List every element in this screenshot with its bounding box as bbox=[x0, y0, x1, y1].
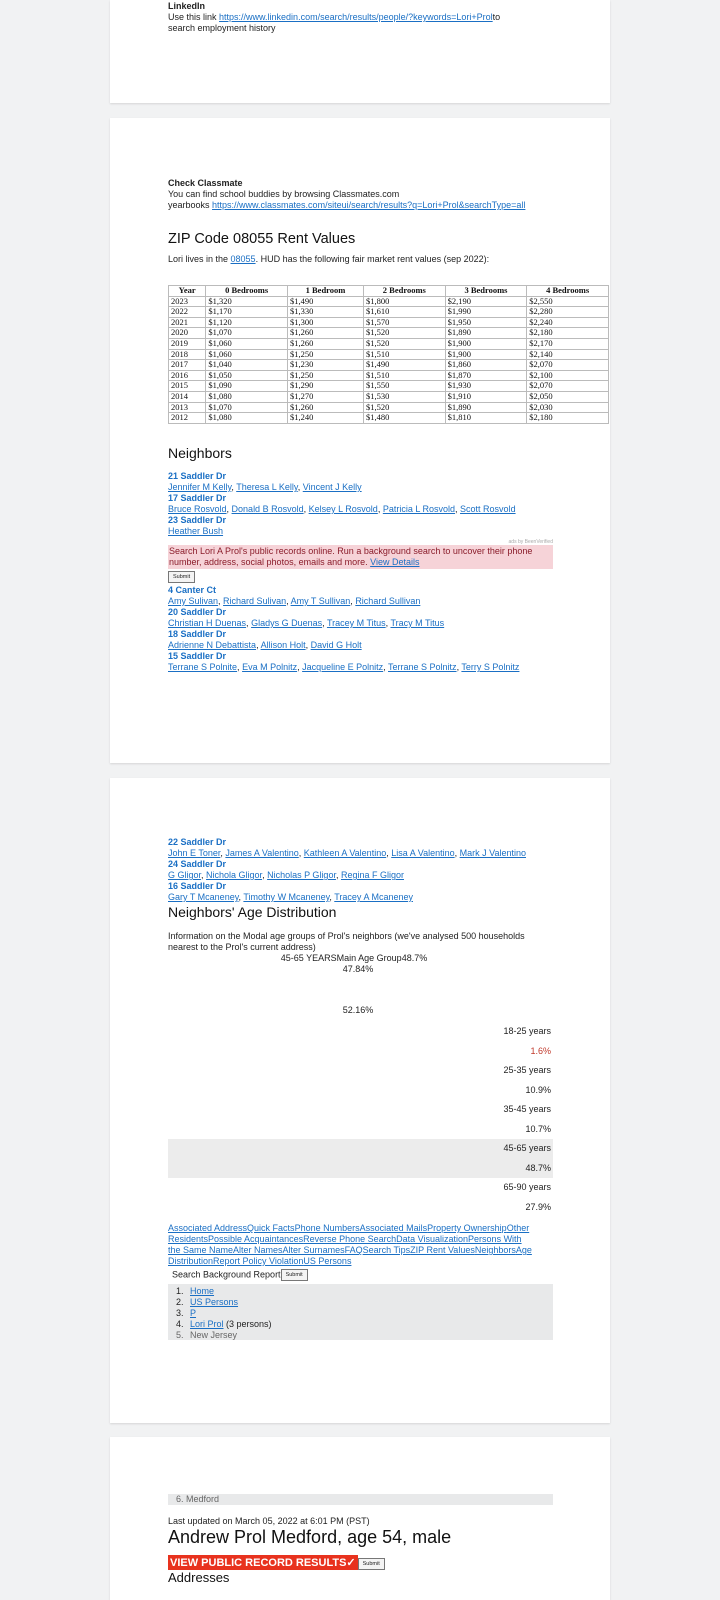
breadcrumb-current: New Jersey bbox=[190, 1330, 238, 1340]
rent-cell: $1,480 bbox=[364, 413, 446, 424]
rent-cell: $1,860 bbox=[445, 360, 527, 371]
section-nav-link[interactable]: ZIP Rent Values bbox=[410, 1245, 475, 1255]
rent-cell: $1,070 bbox=[206, 328, 288, 339]
age-group-label: 18-25 years bbox=[503, 1026, 551, 1036]
rent-cell: 2020 bbox=[169, 328, 206, 339]
breadcrumb-link[interactable]: US Persons bbox=[190, 1297, 239, 1307]
linkedin-link[interactable]: https://www.linkedin.com/search/results/people/?keywords=Lori+Prol bbox=[219, 12, 493, 22]
neighbor-person-link[interactable]: Amy Sulivan bbox=[168, 596, 219, 606]
rent-cell: $1,910 bbox=[445, 391, 527, 402]
addresses-heading: Addresses bbox=[168, 1570, 230, 1585]
rent-cell: $2,180 bbox=[527, 413, 609, 424]
rent-row bbox=[169, 338, 609, 349]
rent-cell: $1,270 bbox=[288, 391, 364, 402]
neighbor-address: 4 Canter Ct bbox=[168, 585, 217, 595]
breadcrumb-num: 5. bbox=[176, 1330, 184, 1340]
rent-cell: $1,570 bbox=[364, 317, 446, 328]
rent-cell: $1,260 bbox=[288, 402, 364, 413]
neighbor-address: 16 Saddler Dr bbox=[168, 881, 227, 891]
neighbor-people: Jennifer M Kelly, Theresa L Kelly, Vincent J Kelly bbox=[168, 482, 362, 492]
neighbor-person-link[interactable]: Eva M Polnitz bbox=[242, 662, 298, 672]
section-nav-link[interactable]: Associated Address bbox=[168, 1223, 248, 1233]
neighbor-person-link[interactable]: Christian H Duenas bbox=[168, 618, 247, 628]
linkedin-text bbox=[168, 12, 553, 23]
neighbor-person-link[interactable]: Richard Sulivan bbox=[223, 596, 287, 606]
rent-cell: $1,490 bbox=[364, 360, 446, 371]
breadcrumb-cont-num: 6. bbox=[176, 1494, 184, 1504]
neighbor-person-link[interactable]: James A Valentino bbox=[225, 848, 299, 858]
rent-row bbox=[169, 370, 609, 381]
section-nav-link[interactable]: Search Tips bbox=[362, 1245, 411, 1255]
view-public-record-button[interactable]: VIEW PUBLIC RECORD RESULTS✓ bbox=[170, 1557, 356, 1569]
breadcrumb-num: 2. bbox=[176, 1297, 184, 1307]
rent-row bbox=[169, 349, 609, 360]
section-nav-link[interactable]: Phone Numbers bbox=[294, 1223, 360, 1233]
breadcrumb-cont bbox=[168, 1494, 553, 1505]
age-group-label: 35-45 years bbox=[503, 1104, 551, 1114]
section-nav-link[interactable]: Alter Names bbox=[233, 1245, 283, 1255]
rent-col-header: 3 Bedrooms bbox=[445, 286, 527, 297]
neighbor-person-link[interactable]: Tracy M Titus bbox=[390, 618, 445, 628]
rent-cell: $1,260 bbox=[288, 328, 364, 339]
rent-cell: 2019 bbox=[169, 338, 206, 349]
rent-cell: $1,060 bbox=[206, 338, 288, 349]
rent-row bbox=[169, 328, 609, 339]
linkedin-text-after: to bbox=[492, 12, 501, 22]
classmate-text-before: yearbooks bbox=[168, 200, 213, 210]
age-main-line: 45-65 YEARSMain Age Group48.7% bbox=[280, 953, 428, 963]
age-group bbox=[168, 1178, 553, 1217]
rent-cell: 2023 bbox=[169, 296, 206, 307]
search-report-label: Search Background Report bbox=[172, 1269, 281, 1280]
rent-cell: $1,040 bbox=[206, 360, 288, 371]
neighbor-address: 22 Saddler Dr bbox=[168, 837, 227, 847]
rent-cell: $1,610 bbox=[364, 307, 446, 318]
neighbor-person-link[interactable]: Timothy W Mcaneney bbox=[243, 892, 330, 902]
neighbor-people: Terrane S Polnite, Eva M Polnitz, Jacqueline E Polnitz, Terrane S Polnitz, Terry S Polnitz bbox=[168, 662, 520, 672]
rent-cell: $2,550 bbox=[527, 296, 609, 307]
rent-cell: $1,810 bbox=[445, 413, 527, 424]
neighbor-person-link[interactable]: Gladys G Duenas bbox=[251, 618, 323, 628]
age-group bbox=[168, 1100, 553, 1139]
age-group-label: 45-65 years bbox=[503, 1143, 551, 1153]
ads-by: ads by BeenVerified bbox=[508, 539, 553, 545]
rent-cell: $1,060 bbox=[206, 349, 288, 360]
rent-cell: $2,240 bbox=[527, 317, 609, 328]
rent-col-header: 4 Bedrooms bbox=[527, 286, 609, 297]
zip-intro-after: . HUD has the following fair market rent values (sep 2022): bbox=[255, 254, 490, 264]
linkedin-card bbox=[110, 0, 610, 103]
classmate-card bbox=[110, 118, 610, 763]
section-nav-link[interactable]: Report Policy Violation bbox=[213, 1256, 304, 1266]
profile-title: Andrew Prol Medford, age 54, male bbox=[168, 1527, 452, 1547]
neighbor-person-link[interactable]: Vincent J Kelly bbox=[302, 482, 362, 492]
neighbor-person-link[interactable]: Donald B Rosvold bbox=[231, 504, 304, 514]
neighbor-person-link[interactable]: Terrane S Polnite bbox=[168, 662, 238, 672]
neighbor-people: G Gligor, Nichola Gligor, Nicholas P Gligor, Regina F Gligor bbox=[168, 870, 404, 880]
neighbor-people: Christian H Duenas, Gladys G Duenas, Tracey M Titus, Tracy M Titus bbox=[168, 618, 445, 628]
neighbor-address: 15 Saddler Dr bbox=[168, 651, 227, 661]
rent-cell: $1,090 bbox=[206, 381, 288, 392]
ad-view-details-link[interactable]: View Details bbox=[370, 557, 420, 567]
neighbor-person-link[interactable]: Jennifer M Kelly bbox=[168, 482, 232, 492]
neighbor-people: Amy Sulivan, Richard Sulivan, Amy T Sullivan, Richard Sullivan bbox=[168, 596, 421, 606]
rent-cell: $1,930 bbox=[445, 381, 527, 392]
neighbor-person-link[interactable]: Jacqueline E Polnitz bbox=[302, 662, 384, 672]
ad-box bbox=[168, 545, 553, 569]
rent-cell: $1,950 bbox=[445, 317, 527, 328]
age-card bbox=[110, 778, 610, 1423]
rent-row bbox=[169, 413, 609, 424]
rent-cell: $1,490 bbox=[288, 296, 364, 307]
neighbors-list-c bbox=[168, 837, 553, 903]
rent-cell: $2,140 bbox=[527, 349, 609, 360]
rent-cell: $1,520 bbox=[364, 328, 446, 339]
age-pct-b: 52.16% bbox=[342, 1005, 374, 1015]
neighbor-person-link[interactable]: Tracey M Titus bbox=[326, 618, 386, 628]
neighbor-address: 21 Saddler Dr bbox=[168, 471, 227, 481]
section-nav-link[interactable]: Neighbors bbox=[474, 1245, 516, 1255]
section-nav-link[interactable]: Property Ownership bbox=[427, 1223, 507, 1233]
rent-cell: $1,300 bbox=[288, 317, 364, 328]
linkedin-line2: search employment history bbox=[168, 23, 276, 33]
rent-row bbox=[169, 402, 609, 413]
neighbor-person-link[interactable]: Allison Holt bbox=[260, 640, 306, 650]
neighbor-person-link[interactable]: Scott Rosvold bbox=[460, 504, 516, 514]
neighbor-people: Adrienne N Debattista, Allison Holt, David G Holt bbox=[168, 640, 362, 650]
rent-table bbox=[168, 285, 609, 424]
neighbor-person-link[interactable]: Tracey A Mcaneney bbox=[334, 892, 413, 902]
rent-col-header: 0 Bedrooms bbox=[206, 286, 288, 297]
rent-cell: $1,230 bbox=[288, 360, 364, 371]
neighbor-person-link[interactable]: Richard Sullivan bbox=[355, 596, 421, 606]
rent-cell: $1,250 bbox=[288, 370, 364, 381]
neighbor-address: 18 Saddler Dr bbox=[168, 629, 227, 639]
rent-cell: $1,550 bbox=[364, 381, 446, 392]
neighbor-address: 23 Saddler Dr bbox=[168, 515, 227, 525]
neighbor-person-link[interactable]: Adrienne N Debattista bbox=[168, 640, 257, 650]
rent-cell: $1,290 bbox=[288, 381, 364, 392]
rent-cell: 2021 bbox=[169, 317, 206, 328]
zip-intro bbox=[168, 254, 553, 264]
section-nav-link[interactable]: Associated Mails bbox=[359, 1223, 428, 1233]
rent-cell: $2,180 bbox=[527, 328, 609, 339]
neighbor-person-link[interactable]: David G Holt bbox=[310, 640, 362, 650]
age-group-value: 27.9% bbox=[525, 1201, 551, 1212]
neighbor-address: 17 Saddler Dr bbox=[168, 493, 227, 503]
rent-cell: 2022 bbox=[169, 307, 206, 318]
rent-row bbox=[169, 317, 609, 328]
zip-heading: ZIP Code 08055 Rent Values bbox=[168, 231, 356, 247]
breadcrumb-suffix: (3 persons) bbox=[223, 1319, 272, 1329]
rent-cell: $1,520 bbox=[364, 338, 446, 349]
rent-cell: $1,530 bbox=[364, 391, 446, 402]
rent-table-header bbox=[169, 286, 609, 297]
rent-cell: $1,900 bbox=[445, 349, 527, 360]
rent-cell: $1,050 bbox=[206, 370, 288, 381]
age-group-value: 10.7% bbox=[525, 1123, 551, 1134]
rent-cell: 2012 bbox=[169, 413, 206, 424]
rent-row bbox=[169, 296, 609, 307]
section-nav-link[interactable]: FAQ bbox=[344, 1245, 363, 1255]
rent-cell: $1,070 bbox=[206, 402, 288, 413]
breadcrumb-item bbox=[176, 1297, 545, 1308]
section-nav-link[interactable]: Data Visualization bbox=[396, 1234, 469, 1244]
neighbor-people bbox=[168, 526, 553, 537]
rent-cell: $1,890 bbox=[445, 402, 527, 413]
rent-cell: $1,890 bbox=[445, 328, 527, 339]
rent-cell: $2,070 bbox=[527, 381, 609, 392]
profile-actions bbox=[168, 1555, 553, 1570]
neighbor-person-link[interactable]: Terry S Polnitz bbox=[461, 662, 520, 672]
zip-intro-before: Lori lives in the bbox=[168, 254, 231, 264]
breadcrumb-link[interactable]: Lori Prol bbox=[190, 1319, 224, 1329]
age-group-value: 1.6% bbox=[530, 1045, 551, 1056]
age-group-label: 65-90 years bbox=[503, 1182, 551, 1192]
rent-cell: $2,190 bbox=[445, 296, 527, 307]
rent-cell: $1,320 bbox=[206, 296, 288, 307]
rent-cell: 2016 bbox=[169, 370, 206, 381]
section-nav-link[interactable]: Age Distribution bbox=[168, 1245, 532, 1266]
linkedin-title: LinkedIn bbox=[168, 1, 206, 11]
rent-cell: $1,870 bbox=[445, 370, 527, 381]
rent-cell: $1,080 bbox=[206, 391, 288, 402]
rent-cell: 2013 bbox=[169, 402, 206, 413]
rent-cell: $2,100 bbox=[527, 370, 609, 381]
section-nav-link[interactable]: Other Residents bbox=[168, 1223, 530, 1244]
neighbor-person-link[interactable]: Terrane S Polnitz bbox=[388, 662, 457, 672]
age-group-value: 10.9% bbox=[525, 1084, 551, 1095]
neighbor-person-link[interactable]: Nichola Gligor bbox=[206, 870, 263, 880]
rent-cell: $2,070 bbox=[527, 360, 609, 371]
search-report bbox=[172, 1269, 553, 1281]
rent-cell: 2017 bbox=[169, 360, 206, 371]
neighbor-person-link[interactable]: G Gligor bbox=[168, 870, 202, 880]
age-group-label: 25-35 years bbox=[503, 1065, 551, 1075]
zip-link[interactable]: 08055 bbox=[230, 254, 256, 264]
neighbors-list-b bbox=[168, 585, 553, 673]
classmate-title: Check Classmate bbox=[168, 178, 243, 188]
breadcrumb-link[interactable]: Home bbox=[190, 1286, 215, 1296]
rent-cell: $1,240 bbox=[288, 413, 364, 424]
rent-cell: $2,280 bbox=[527, 307, 609, 318]
rent-col-header: 1 Bedroom bbox=[288, 286, 364, 297]
rent-cell: $1,800 bbox=[364, 296, 446, 307]
profile-submit-button[interactable]: Submit bbox=[358, 1558, 385, 1570]
rent-row bbox=[169, 391, 609, 402]
breadcrumb-item bbox=[176, 1308, 545, 1319]
neighbor-person-link[interactable]: Mark J Valentino bbox=[459, 848, 526, 858]
breadcrumb-num: 1. bbox=[176, 1286, 184, 1296]
breadcrumb-link[interactable]: P bbox=[190, 1308, 197, 1318]
linkedin-text-before: Use this link bbox=[168, 12, 220, 22]
rent-cell: $1,990 bbox=[445, 307, 527, 318]
neighbor-person-link[interactable]: Heather Bush bbox=[168, 526, 224, 536]
rent-cell: $1,510 bbox=[364, 370, 446, 381]
neighbors-heading: Neighbors bbox=[168, 445, 232, 461]
rent-col-header: Year bbox=[169, 286, 206, 297]
ad-submit-button[interactable]: Submit bbox=[168, 571, 195, 583]
neighbors-list-a bbox=[168, 471, 553, 537]
search-report-submit-button[interactable]: Submit bbox=[281, 1269, 308, 1281]
breadcrumb-num: 3. bbox=[176, 1308, 184, 1318]
breadcrumb bbox=[168, 1284, 553, 1340]
age-group bbox=[168, 1139, 553, 1178]
rent-cell: $1,510 bbox=[364, 349, 446, 360]
neighbor-person-link[interactable]: Kelsey L Rosvold bbox=[308, 504, 378, 514]
breadcrumb-cont-text: Medford bbox=[186, 1494, 220, 1504]
age-pct-a: 47.84% bbox=[342, 964, 374, 974]
rent-cell: $1,520 bbox=[364, 402, 446, 413]
breadcrumb-item bbox=[176, 1319, 545, 1330]
neighbor-address: 20 Saddler Dr bbox=[168, 607, 227, 617]
breadcrumb-item bbox=[176, 1286, 545, 1297]
rent-cell: 2015 bbox=[169, 381, 206, 392]
classmate-link[interactable]: https://www.classmates.com/siteui/search/results?q=Lori+Prol&searchType=all bbox=[212, 200, 526, 210]
neighbor-address: 24 Saddler Dr bbox=[168, 859, 227, 869]
neighbor-person-link[interactable]: Lisa A Valentino bbox=[391, 848, 455, 858]
neighbor-people: Bruce Rosvold, Donald B Rosvold, Kelsey L Rosvold, Patricia L Rosvold, Scott Rosvold bbox=[168, 504, 516, 514]
breadcrumb-list bbox=[176, 1286, 545, 1341]
profile-updated: Last updated on March 05, 2022 at 6:01 PM (PST) bbox=[168, 1516, 370, 1526]
rent-table-body bbox=[169, 296, 609, 423]
neighbor-person-link[interactable]: John E Toner bbox=[168, 848, 221, 858]
neighbor-person-link[interactable]: Gary T Mcaneney bbox=[168, 892, 239, 902]
age-heading: Neighbors' Age Distribution bbox=[168, 904, 337, 920]
breadcrumb-num: 4. bbox=[176, 1319, 184, 1329]
neighbor-person-link[interactable]: Patricia L Rosvold bbox=[382, 504, 456, 514]
breadcrumb-item bbox=[176, 1330, 545, 1341]
neighbor-people: John E Toner, James A Valentino, Kathleen A Valentino, Lisa A Valentino, Mark J Valentino bbox=[168, 848, 526, 858]
rent-cell: $1,260 bbox=[288, 338, 364, 349]
ad-text: Search Lori A Prol's public records online. Run a background search to uncover their phone number, address, social photos, emails and more. bbox=[169, 546, 533, 567]
rent-cell: $1,170 bbox=[206, 307, 288, 318]
section-nav-link[interactable]: Persons With the Same Name bbox=[168, 1234, 522, 1255]
rent-cell: $2,030 bbox=[527, 402, 609, 413]
age-groups bbox=[168, 1022, 553, 1217]
section-nav-link[interactable]: Quick Facts bbox=[247, 1223, 295, 1233]
rent-cell: $1,120 bbox=[206, 317, 288, 328]
neighbor-person-link[interactable]: Bruce Rosvold bbox=[168, 504, 227, 514]
age-group-value: 48.7% bbox=[525, 1162, 551, 1173]
rent-cell: $1,250 bbox=[288, 349, 364, 360]
profile-card bbox=[110, 1437, 610, 1600]
age-group bbox=[168, 1022, 553, 1061]
neighbor-person-link[interactable]: Regina F Gligor bbox=[340, 870, 404, 880]
section-nav-link[interactable]: US Persons bbox=[303, 1256, 352, 1266]
classmate-line2 bbox=[168, 200, 553, 211]
rent-cell: $1,900 bbox=[445, 338, 527, 349]
rent-cell: 2018 bbox=[169, 349, 206, 360]
neighbor-person-link[interactable]: Amy T Sullivan bbox=[290, 596, 351, 606]
neighbor-people: Gary T Mcaneney, Timothy W Mcaneney, Tracey A Mcaneney bbox=[168, 892, 413, 902]
rent-row bbox=[169, 307, 609, 318]
rent-row bbox=[169, 360, 609, 371]
section-nav-link[interactable]: Possible Acquaintances bbox=[208, 1234, 304, 1244]
neighbor-person-link[interactable]: Theresa L Kelly bbox=[236, 482, 298, 492]
rent-col-header: 2 Bedrooms bbox=[364, 286, 446, 297]
section-nav-links bbox=[168, 1223, 533, 1267]
rent-cell: 2014 bbox=[169, 391, 206, 402]
neighbor-person-link[interactable]: Nicholas P Gligor bbox=[267, 870, 336, 880]
rent-cell: $1,330 bbox=[288, 307, 364, 318]
age-intro: Information on the Modal age groups of Prol's neighbors (we've analysed 500 households nearest to the Prol's current address) bbox=[168, 931, 525, 952]
classmate-line1: You can find school buddies by browsing Classmates.com bbox=[168, 189, 400, 199]
rent-cell: $2,050 bbox=[527, 391, 609, 402]
rent-cell: $2,170 bbox=[527, 338, 609, 349]
age-group bbox=[168, 1061, 553, 1100]
section-nav-link[interactable]: Alter Surnames bbox=[282, 1245, 345, 1255]
section-nav-link[interactable]: Reverse Phone Search bbox=[303, 1234, 397, 1244]
neighbor-person-link[interactable]: Kathleen A Valentino bbox=[303, 848, 387, 858]
rent-cell: $1,080 bbox=[206, 413, 288, 424]
rent-row bbox=[169, 381, 609, 392]
